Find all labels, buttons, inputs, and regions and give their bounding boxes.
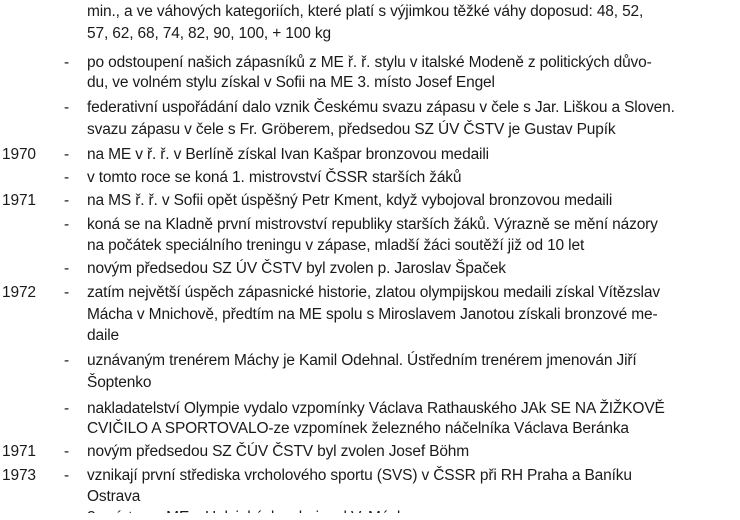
entry-text: svazu zápasu v čele s Fr. Gröberem, předsedou SZ ÚV ČSTV je Gustav Pupík xyxy=(87,121,616,138)
entry-text: v tomto roce se koná 1. mistrovství ČSSR starších žáků xyxy=(87,169,462,186)
entry-text: zatím největší úspěch zápasnické historie, zlatou olympijskou medaili získal Vítězslav xyxy=(87,284,660,301)
entry-text: na ME v ř. ř. v Berlíně získal Ivan Kašpar bronzovou medaili xyxy=(87,146,489,163)
entry-text: Ostrava xyxy=(87,488,141,505)
entry-text: daile xyxy=(87,327,119,344)
entry-text: na MS ř. ř. v Sofii opět úspěšný Petr Kment, když vybojoval bronzovou medaili xyxy=(87,192,613,209)
entry-text: min., a ve váhových kategoriích, které platí s výjimkou těžké váhy doposud: 48, 52, xyxy=(87,3,644,20)
entry-text: Šoptenko xyxy=(87,374,152,391)
entry-text: 57, 62, 68, 74, 82, 90, 100, + 100 kg xyxy=(87,25,331,42)
entry-dash: - xyxy=(64,192,70,209)
entry-dash: - xyxy=(64,400,70,417)
entry-dash: - xyxy=(64,260,70,277)
entry-text: federativní uspořádání dalo vznik Českému svazu zápasu v čele s Jar. Liškou a Sloven. xyxy=(87,99,675,116)
entry-year: 1971 xyxy=(2,192,36,209)
entry-dash: - xyxy=(64,284,70,301)
entry-text: koná se na Kladně první mistrovství republiky starších žáků. Výrazně se mění názory xyxy=(87,216,658,233)
entry-dash: - xyxy=(64,443,70,460)
entry-text: nakladatelství Olympie vydalo vzpomínky Václava Rathauského JAk SE NA ŽIŽKOVĚ xyxy=(87,400,665,417)
entry-text: CVIČILO A SPORTOVALO-ze vzpomínek železného náčelníka Václava Beránka xyxy=(87,420,629,437)
entry-dash: - xyxy=(64,99,70,116)
entry-dash: - xyxy=(64,467,70,484)
entry-text: uznávaným trenérem Máchy je Kamil Odehnal. Ústředním trenérem jmenován Jiří xyxy=(87,352,637,369)
entry-year: 1973 xyxy=(2,467,36,484)
entry-dash: - xyxy=(64,352,70,369)
entry-text: vznikají první střediska vrcholového sportu (SVS) v ČSSR při RH Praha a Baníku xyxy=(87,467,632,484)
entry-text: novým předsedou SZ ČÚV ČSTV byl zvolen Josef Böhm xyxy=(87,443,470,460)
entry-dash: - xyxy=(64,169,70,186)
page-crop-edge xyxy=(0,513,740,520)
entry-text: novým předsedou SZ ÚV ČSTV byl zvolen p. Jaroslav Špaček xyxy=(87,260,506,277)
entry-text: du, ve volném stylu získal v Sofii na ME 3. místo Josef Engel xyxy=(87,74,495,91)
entry-dash: - xyxy=(64,146,70,163)
entry-text: na počátek speciálního treningu v zápase, mladší žáci soutěží již od 10 let xyxy=(87,237,585,254)
entry-year: 1971 xyxy=(2,443,36,460)
entry-text: po odstoupení našich zápasníků z ME ř. ř. stylu v italské Modeně z politických důvo- xyxy=(87,54,652,71)
entry-year: 1970 xyxy=(2,146,36,163)
entry-year: 1972 xyxy=(2,284,36,301)
entry-text: Mácha v Mnichově, předtím na ME spolu s Miroslavem Janotou získali bronzové me- xyxy=(87,306,658,323)
entry-dash: - xyxy=(64,216,70,233)
entry-dash: - xyxy=(64,54,70,71)
